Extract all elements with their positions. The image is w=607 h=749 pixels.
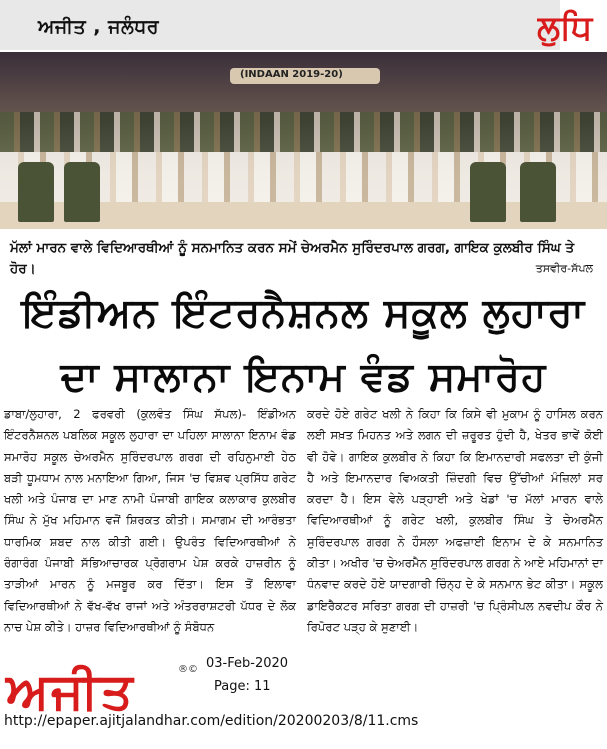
event-photo (0, 52, 607, 229)
photo-figure (64, 162, 100, 222)
paper-city-label: ਅਜੀਤ , ਜਲੰਧਰ (38, 16, 160, 38)
article-right-column: ਕਰਦੇ ਹੋਏ ਗਰੇਟ ਖਲੀ ਨੇ ਕਿਹਾ ਕਿ ਕਿਸੇ ਵੀ ਮੁਕਾਮ ਨੂੰ ਹਾਸਿਲ ਕਰਨ ਲਈ ਸਖ਼ਤ ਮਿਹਨਤ ਅਤੇ ਲਗਨ ਦੀ ਜ਼ਰੂਰਤ ਹੁੰਦੀ ਹੈ, ਖੇਤਰ ਭਾਵੇਂ ਕੋਈ ਵੀ ਹੋਵੇ। ਗਾਇਕ ਕੁਲਬੀਰ ਨੇ ਕਿਹਾ ਕਿ ਇਮਾਨਦਾਰੀ ਸਫਲਤਾ ਦੀ ਕੁੰਜੀ ਹੈ ਅਤੇ ਇਮਾਨਦਾਰ ਵਿਅਕਤੀ ਜ਼ਿੰਦਗੀ ਵਿਚ ਉੱਚੀਆਂ ਮੰਜ਼ਿਲਾਂ ਸਰ ਕਰਦਾ ਹੈ। ਇਸ ਵੇਲੇ ਪੜ੍ਹਾਈ ਅਤੇ ਖੇਡਾਂ 'ਚ ਮੱਲਾਂ ਮਾਰਨ ਵਾਲੇ ਵਿਦਿਆਰਥੀਆਂ ਨੂੰ ਗਰੇਟ ਖਲੀ, ਕੁਲਬੀਰ ਸਿੰਘ ਤੇ ਚੇਅਰਮੈਨ ਸੁਰਿੰਦਰਪਾਲ ਗਰਗ ਨੇ ਹੌਸਲਾ ਅਫਜ਼ਾਈ ਇਨਾਮ ਦੇ ਕੇ ਸਨਮਾਨਿਤ ਕੀਤਾ। ਅਖੀਰ 'ਚ ਚੇਅਰਮੈਨ ਸੁਰਿੰਦਰਪਾਲ ਗਰਗ ਨੇ ਆਏ ਮਹਿਮਾਨਾਂ ਦਾ ਧੰਨਵਾਦ ਕਰਦੇ ਹੋਏ ਯਾਦਗਾਰੀ ਚਿੰਨ੍ਹ ਦੇ ਕੇ ਸਨਮਾਨ ਭੇਟ ਕੀਤਾ। ਸਕੂਲ ਡਾਇਰੈਕਟਰ ਸਰਿਤਾ ਗਰਗ ਦੀ ਹਾਜ਼ਰੀ 'ਚ ਪ੍ਰਿੰਸੀਪਲ ਨਵਦੀਪ ਕੌਰ ਨੇ ਰਿਪੋਰਟ ਪੜ੍ਹ ਕੇ ਸੁਣਾਈ। (307, 407, 603, 634)
edition-date: 03-Feb-2020 (206, 656, 289, 671)
registered-mark: ®© (178, 664, 198, 675)
photo-figure (520, 162, 556, 222)
next-page-fragment: ਲੁਧਿ (537, 8, 593, 48)
photo-figure (18, 162, 54, 222)
photo-back-row (0, 112, 607, 152)
photo-figure (470, 162, 506, 222)
photo-credit: ਤਸਵੀਰ-ਸੱਪਲ (535, 262, 593, 275)
headline-line-2: ਦਾ ਸਾਲਾਨਾ ਇਨਾਮ ਵੰਡ ਸਮਾਰੋਹ (60, 354, 547, 400)
photo-caption: ਮੱਲਾਂ ਮਾਰਨ ਵਾਲੇ ਵਿਦਿਆਰਥੀਆਂ ਨੂੰ ਸਨਮਾਨਿਤ ਕਰਨ ਸਮੇਂ ਚੇਅਰਮੈਨ ਸੁਰਿੰਦਰਪਾਲ ਗਰਗ, ਗਾਇਕ ਕੁਲਬੀਰ ਸਿੰਘ ਤੇ ਹੋਰ। (10, 240, 575, 277)
source-url[interactable]: http://epaper.ajitjalandhar.com/edition/20200203/8/11.cms (4, 713, 419, 729)
ajit-logo: ਅਜੀਤ (6, 662, 135, 720)
article-left-column: ਡਾਬਾ/ਲੁਹਾਰਾ, 2 ਫਰਵਰੀ (ਕੁਲਵੰਤ ਸਿੰਘ ਸੱਪਲ)- ਇੰਡੀਅਨ ਇੰਟਰਨੈਸ਼ਨਲ ਪਬਲਿਕ ਸਕੂਲ ਲੁਹਾਰਾ ਦਾ ਪਹਿਲਾ ਸਾਲਾਨਾ ਇਨਾਮ ਵੰਡ ਸਮਾਰੋਹ ਸਕੂਲ ਚੇਅਰਮੈਨ ਸੁਰਿੰਦਰਪਾਲ ਗਰਗ ਦੀ ਰਹਿਨੁਮਾਈ ਹੇਠ ਬੜੀ ਧੂਮਧਾਮ ਨਾਲ ਮਨਾਇਆ ਗਿਆ, ਜਿਸ 'ਚ ਵਿਸ਼ਵ ਪ੍ਰਸਿੱਧ ਗਰੇਟ ਖਲੀ ਅਤੇ ਪੰਜਾਬ ਦਾ ਮਾਣ ਨਾਮੀ ਪੰਜਾਬੀ ਗਾਇਕ ਕਲਾਕਾਰ ਕੁਲਬੀਰ ਸਿੰਘ ਨੇ ਮੁੱਖ ਮਹਿਮਾਨ ਵਜੋਂ ਸ਼ਿਰਕਤ ਕੀਤੀ। ਸਮਾਗਮ ਦੀ ਆਰੰਭਤਾ ਧਾਰਮਿਕ ਸ਼ਬਦ ਨਾਲ ਕੀਤੀ ਗਈ। ਉਪਰੰਤ ਵਿਦਿਆਰਥੀਆਂ ਨੇ ਰੰਗਾਰੰਗ ਪੰਜਾਬੀ ਸੱਭਿਆਚਾਰਕ ਪ੍ਰੋਗਰਾਮ ਪੇਸ਼ ਕਰਕੇ ਹਾਜ਼ਰੀਨ ਨੂੰ ਤਾੜੀਆਂ ਮਾਰਨ ਨੂੰ ਮਜਬੂਰ ਕਰ ਦਿੱਤਾ। ਇਸ ਤੋਂ ਇਲਾਵਾ ਵਿਦਿਆਰਥੀਆਂ ਨੇ ਵੱਖ-ਵੱਖ ਰਾਜਾਂ ਅਤੇ ਅੰਤਰਰਾਸ਼ਟਰੀ ਪੱਧਰ ਦੇ ਲੋਕ ਨਾਚ ਪੇਸ਼ ਕੀਤੇ। ਹਾਜ਼ਰ ਵਿਦਿਆਰਥੀਆਂ ਨੂੰ ਸੰਬੋਧਨ (4, 407, 296, 634)
headline-line-1: ਇੰਡੀਅਨ ਇੰਟਰਨੈਸ਼ਨਲ ਸਕੂਲ ਲੁਹਾਰਾ (21, 290, 586, 336)
page-number: Page: 11 (214, 679, 271, 694)
stage-banner-text: (INDAAN 2019-20) (240, 69, 343, 80)
